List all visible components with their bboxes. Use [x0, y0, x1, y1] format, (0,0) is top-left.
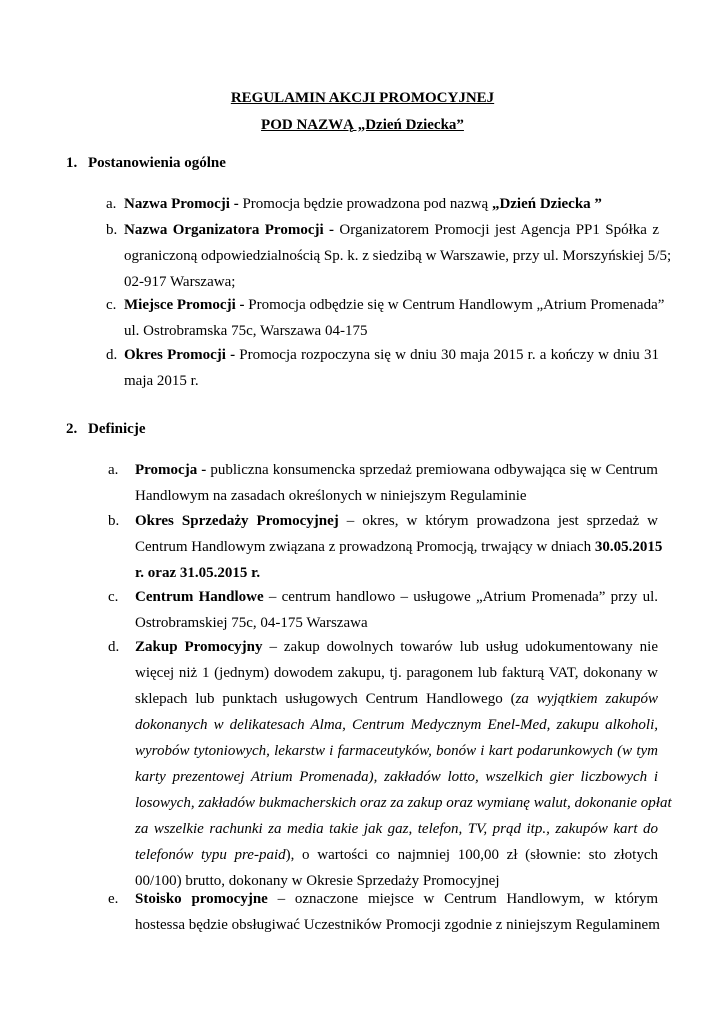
item-text-line-5: wyrobów tytoniowych, lekarstw i farmaceutyków, bonów i kart podarunkowych (w tym — [135, 743, 658, 759]
item-text-line-2: maja 2015 r. — [124, 373, 199, 389]
list-item-1a — [106, 191, 659, 217]
date-start: 30.05.2015 — [594, 539, 663, 555]
item-term: Miejsce Promocji - — [124, 297, 245, 313]
list-item-2b — [108, 508, 663, 586]
item-text-line-1: Promocja rozpoczyna się w dniu 30 maja 2015 r. a kończy w dniu 31 — [235, 347, 659, 363]
list-item-2e — [108, 886, 658, 938]
item-text-line-3: 02-917 Warszawa; — [124, 274, 236, 290]
item-label: b. — [108, 513, 120, 529]
list-item-1b — [106, 217, 672, 295]
list-item-2d — [108, 634, 672, 894]
item-label: e. — [108, 891, 119, 907]
item-label: a. — [106, 196, 117, 212]
item-text-line-1: publiczna konsumencka sprzedaż premiowana odbywająca się w Centrum — [206, 462, 658, 478]
item-text-line-9: ), o wartości co najmniej 100,00 zł (słownie: sto złotych — [285, 847, 659, 863]
item-term: Stoisko promocyjne — [135, 891, 268, 907]
item-term: Promocja - — [135, 462, 207, 478]
item-term: Okres Promocji - — [124, 347, 236, 363]
item-text-line-1: Organizatorem Promocji jest Agencja PP1 Spółka z — [334, 222, 659, 238]
item-text-line-3-italic: za wyjątkiem zakupów — [515, 691, 658, 707]
item-label: d. — [108, 639, 120, 655]
section-title: Postanowienia ogólne — [88, 155, 226, 171]
item-text-line-1: – centrum handlowo – usługowe „Atrium Promenada” przy ul. — [263, 589, 658, 605]
item-text-line-2: Centrum Handlowym związana z prowadzoną Promocją, trwający w dniach — [135, 539, 595, 555]
section-2-heading — [66, 420, 145, 438]
item-term: Zakup Promocyjny — [135, 639, 263, 655]
item-text-line-2: hostessa będzie obsługiwać Uczestników Promocji zgodnie z niniejszym Regulaminem — [135, 917, 660, 933]
list-item-1c — [106, 292, 665, 344]
item-text-line-2: Handlowym na zasadach określonych w niniejszym Regulaminie — [135, 488, 527, 504]
item-label: b. — [106, 222, 118, 238]
date-end: r. oraz 31.05.2015 r. — [135, 565, 261, 581]
section-number: 1. — [66, 155, 78, 171]
item-text-line-2: ul. Ostrobramska 75c, Warszawa 04-175 — [124, 323, 368, 339]
item-term: Nazwa Organizatora Promocji - — [124, 222, 335, 238]
item-text-line-10: 00/100) brutto, dokonany w Okresie Sprzedaży Promocyjnej — [135, 873, 500, 889]
item-label: c. — [106, 297, 117, 313]
section-1-heading — [66, 154, 226, 172]
item-term: Okres Sprzedaży Promocyjnej — [135, 513, 339, 529]
item-text-line-7: losowych, zakładów bukmacherskich oraz za zakup oraz wymianę walut, dokonanie opłat — [135, 795, 672, 811]
section-number: 2. — [66, 421, 78, 437]
item-text-line-2: ograniczoną odpowiedzialnością Sp. k. z siedzibą w Warszawie, przy ul. Morszyńskiej 5/5; — [124, 248, 672, 264]
item-label: a. — [108, 462, 119, 478]
item-text-line-6: karty prezentowej Atrium Promenada), zakładów lotto, wszelkich gier liczbowych i — [135, 769, 658, 785]
item-text-line-1: – zakup dowolnych towarów lub usług udokumentowany nie — [262, 639, 658, 655]
item-text-line-1: Promocja odbędzie się w Centrum Handlowym „Atrium Promenada” — [244, 297, 665, 313]
list-item-2c — [108, 584, 658, 636]
item-label: c. — [108, 589, 119, 605]
item-text-line-1: – okres, w którym prowadzona jest sprzedaż w — [338, 513, 658, 529]
item-text-line-2: Ostrobramskiej 75c, 04-175 Warszawa — [135, 615, 368, 631]
item-text: Promocja będzie prowadzona pod nazwą — [238, 196, 492, 212]
promotion-name: „Dzień Dziecka ” — [491, 196, 602, 212]
document-title-line-1: REGULAMIN AKCJI PROMOCYJNEJ — [230, 90, 495, 106]
item-text-line-3: sklepach lub punktach usługowych Centrum Handlowego ( — [135, 691, 516, 707]
item-text-line-1: – oznaczone miejsce w Centrum Handlowym, w którym — [267, 891, 659, 907]
list-item-2a — [108, 457, 658, 509]
item-text-line-2: więcej niż 1 (jednym) dowodem zakupu, tj. paragonem lub fakturą VAT, dokonany w — [135, 665, 658, 681]
list-item-1d — [106, 342, 659, 394]
section-title: Definicje — [88, 421, 146, 437]
item-label: d. — [106, 347, 118, 363]
item-text-line-8: za wszelkie rachunki za media takie jak gaz, telefon, TV, prąd itp., zakupów kart do — [135, 821, 658, 837]
document-title-line-2: POD NAZWĄ „Dzień Dziecka” — [261, 117, 464, 133]
item-term: Nazwa Promocji - — [124, 196, 239, 212]
item-text-line-4: dokonanych w delikatesach Alma, Centrum Medycznym Enel-Med, zakupu alkoholi, — [135, 717, 658, 733]
item-term: Centrum Handlowe — [135, 589, 264, 605]
item-text-line-9-italic: telefonów typu pre-paid — [135, 847, 286, 863]
